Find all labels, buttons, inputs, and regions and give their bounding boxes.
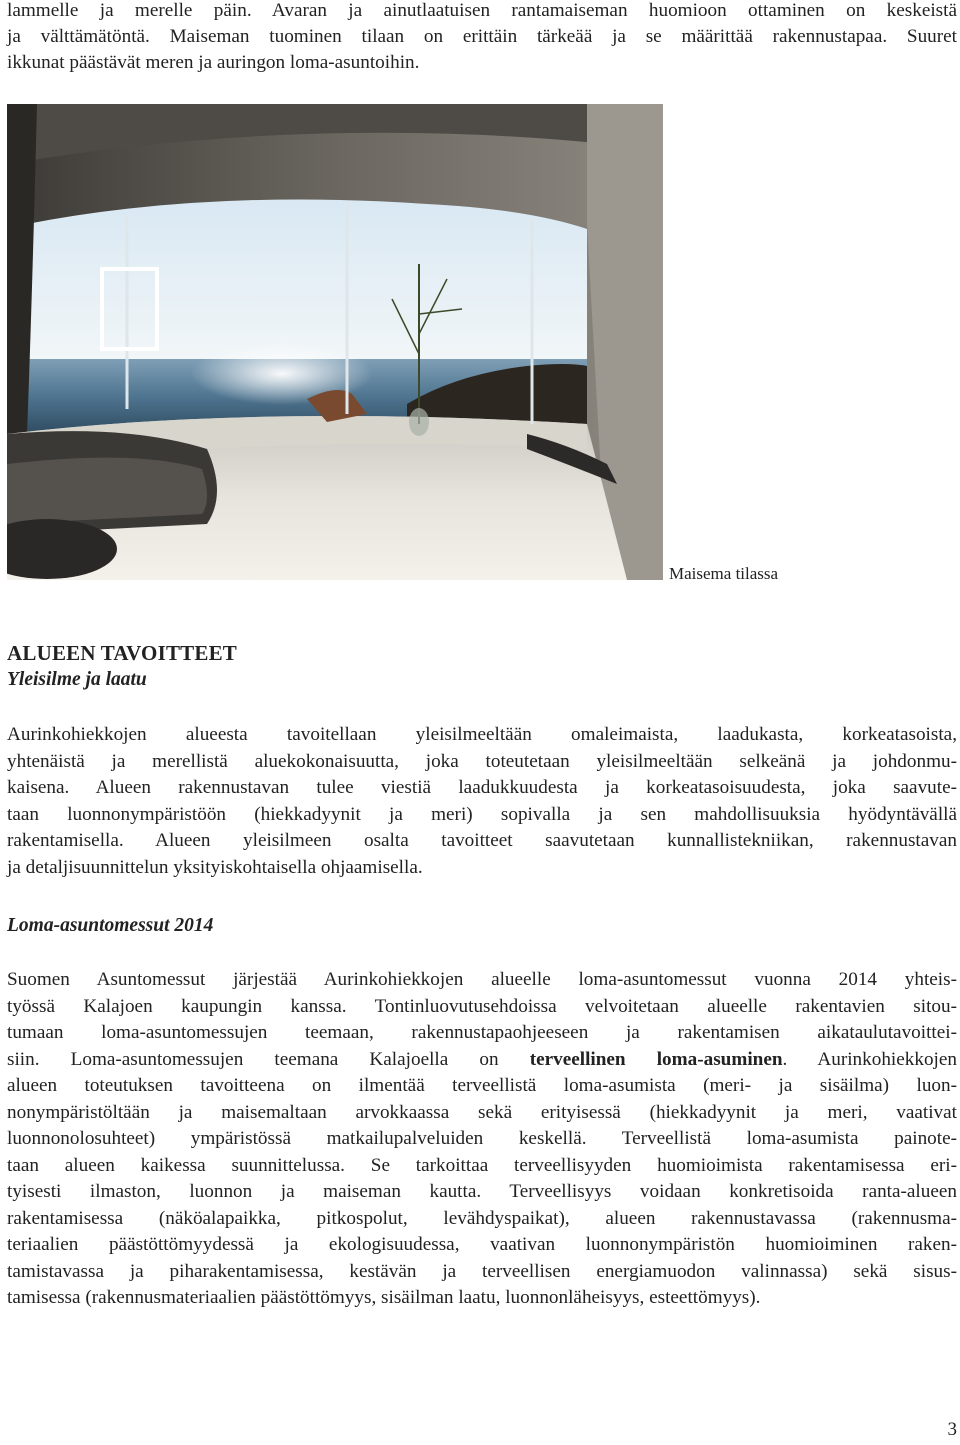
subheading-loma-asuntomessut: Loma-asuntomessut 2014 bbox=[7, 915, 214, 936]
text-line: alueen toteutuksen tavoitteena on ilmentää terveellistä loma-asumista (meri- ja sisäilma) luon- bbox=[7, 1075, 957, 1096]
text-line: rakentamisella. Alueen yleisilmeen osalta tavoitteet saavutetaan kunnallistekniikan, rakennustavan bbox=[7, 830, 957, 851]
text-line: taan luonnonympäristöön (hiekkadyynit ja meri) sopivalla ja sen mahdollisuuksia hyödyntävällä bbox=[7, 803, 957, 825]
text-line: luonnonolosuhteet) ympäristössä matkailupalveluiden keskellä. Terveellistä loma-asumista painote- bbox=[7, 1128, 957, 1149]
text-segment: . Aurinkohiekkojen bbox=[782, 1048, 957, 1070]
text-line: tumaan loma-asuntomessujen teemaan, rakennustapaohjeeseen ja rakentamisen aikataulutavoittei- bbox=[7, 1022, 957, 1043]
text-line-with-emphasis bbox=[7, 1047, 957, 1074]
page-number: 3 bbox=[947, 1419, 957, 1440]
text-line: kaisena. Alueen rakennustavan tulee viestiä laadukkuudesta ja korkeatasoisuudesta, joka saavute- bbox=[7, 777, 957, 798]
photo-caption: Maisema tilassa bbox=[669, 564, 779, 583]
text-line: tyisesti ilmaston, luonnon ja maiseman kautta. Terveellisyys voidaan konkretisoida ranta-alueen bbox=[7, 1181, 957, 1202]
theme-emphasis: terveellinen loma-asuminen bbox=[529, 1048, 783, 1070]
photo-illustration bbox=[7, 104, 663, 580]
text-line: Suomen Asuntomessut järjestää Aurinkohiekkojen alueelle loma-asuntomessut vuonna 2014 yhteis- bbox=[7, 969, 957, 990]
text-line: tamisessa (rakennusmateriaalien päästöttömyys, sisäilman laatu, luonnonläheisyys, esteettömyys). bbox=[7, 1287, 761, 1308]
text-line: nonympäristöltään ja maisemaltaan arvokkaassa sekä erityisessä (hiekkadyynit ja meri, vaativat bbox=[7, 1101, 957, 1123]
interior-sea-view-photo bbox=[7, 104, 663, 580]
text-line: lammelle ja merelle päin. Avaran ja ainutlaatuisen rantamaiseman huomioon ottaminen on keskeistä bbox=[7, 0, 957, 21]
text-segment: siin. Loma-asuntomessujen teemana Kalajoella on bbox=[7, 1048, 530, 1070]
text-line: Aurinkohiekkojen alueesta tavoitellaan yleisilmeeltään omaleimaista, laadukasta, korkeatasoista, bbox=[7, 724, 957, 745]
text-line: ikkunat päästävät meren ja auringon loma-asuntoihin. bbox=[7, 52, 420, 73]
text-line: ja välttämätöntä. Maiseman tuominen tilaan on erittäin tärkeää ja se määrittää rakennustapaa. Suuret bbox=[7, 26, 957, 47]
subheading-yleisilme: Yleisilme ja laatu bbox=[7, 669, 147, 690]
text-line: työssä Kalajoen kaupungin kanssa. Tontinluovutusehdoissa velvoitetaan alueelle rakentavien sitou- bbox=[7, 995, 957, 1017]
paragraph-loma-asuntomessut bbox=[7, 967, 957, 1312]
text-line: rakentamisessa (näköalapaikka, pitkospolut, levähdyspaikat), alueen rakennustavassa (rakennusma- bbox=[7, 1207, 957, 1229]
text-line: ja detaljisuunnittelun yksityiskohtaisella ohjaamisella. bbox=[7, 856, 423, 878]
section-heading: ALUEEN TAVOITTEET bbox=[7, 641, 237, 665]
text-line: yhtenäistä ja merellistä aluekokonaisuutta, joka toteutetaan yleisilmeeltään selkeänä ja johdonmu- bbox=[7, 750, 957, 772]
text-line: taan alueen kaikessa suunnittelussa. Se tarkoittaa terveellisyyden huomioimista rakentamisessa eri- bbox=[7, 1154, 957, 1176]
paragraph-yleisilme bbox=[7, 722, 957, 881]
intro-paragraph bbox=[7, 0, 957, 76]
text-line: tamistavassa ja piharakentamisessa, kestävän ja terveellisen energiamuodon valinnassa) sekä sisus- bbox=[7, 1260, 957, 1282]
text-line: teriaalien päästöttömyydessä ja ekologisuudessa, vaativan luonnonympäristön huomioiminen raken- bbox=[7, 1234, 957, 1255]
